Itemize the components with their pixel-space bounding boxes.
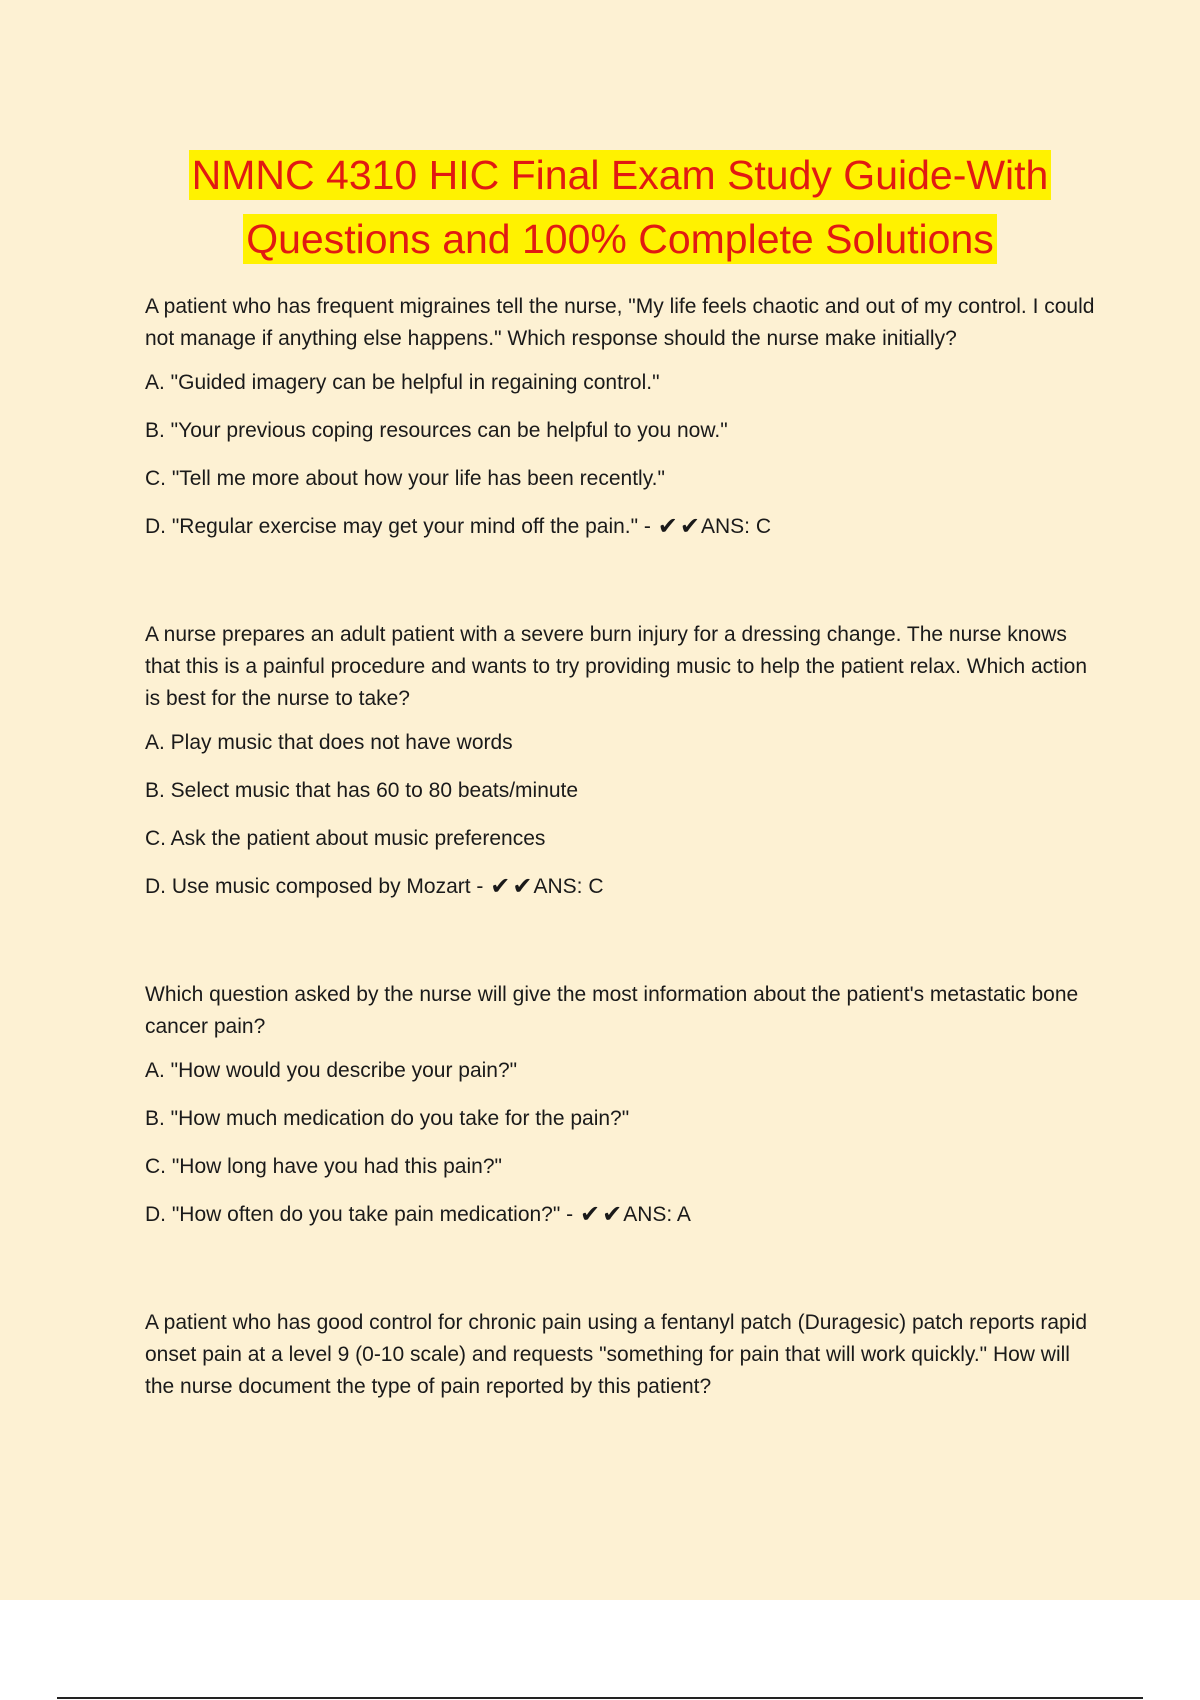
question-2-option-d-with-answer xyxy=(145,871,1095,903)
question-3-option-c: C. "How long have you had this pain?" xyxy=(145,1155,502,1178)
question-2-text: A nurse prepares an adult patient with a severe burn injury for a dressing change. The nurse knows that this is a painful procedure and wants to try providing music to help the patient relax. Which action is best for the nurse to take? xyxy=(145,623,1088,710)
question-block-1 xyxy=(145,291,1095,543)
check-icon: ✔ xyxy=(657,512,678,540)
question-1-option-b: B. "Your previous coping resources can be helpful to you now." xyxy=(145,419,728,442)
question-2-option-c: C. Ask the patient about music preferences xyxy=(145,827,546,850)
question-3-option-d-with-answer xyxy=(145,1199,1095,1231)
question-block-2 xyxy=(145,619,1095,903)
question-1-option-d-with-answer xyxy=(145,511,1095,543)
title-line-2: Questions and 100% Complete Solutions xyxy=(243,214,997,264)
question-1-option-a: A. "Guided imagery can be helpful in regaining control." xyxy=(145,371,660,394)
check-icon: ✔ xyxy=(490,872,511,900)
title-line-1: NMNC 4310 HIC Final Exam Study Guide-With xyxy=(189,150,1052,200)
question-block-3 xyxy=(145,979,1095,1231)
document-body xyxy=(145,143,1095,1415)
question-block-4 xyxy=(145,1307,1095,1403)
question-1-option-c: C. "Tell me more about how your life has been recently." xyxy=(145,467,665,490)
check-icon: ✔ xyxy=(679,512,700,540)
question-2-option-d: D. Use music composed by Mozart - xyxy=(145,875,484,898)
question-3-text: Which question asked by the nurse will give the most information about the patient's metastatic bone cancer pain? xyxy=(145,983,1079,1038)
question-1-option-d: D. "Regular exercise may get your mind off the pain." - xyxy=(145,515,651,538)
question-2-option-a: A. Play music that does not have words xyxy=(145,731,513,754)
bottom-divider xyxy=(57,1697,1143,1699)
question-3-option-d: D. "How often do you take pain medication?" - xyxy=(145,1203,574,1226)
document-title xyxy=(145,143,1095,271)
question-1-text: A patient who has frequent migraines tell the nurse, "My life feels chaotic and out of my control. I could not manage if anything else happens." Which response should the nurse make initially? xyxy=(145,295,1095,350)
question-3-option-b: B. "How much medication do you take for the pain?" xyxy=(145,1107,630,1130)
check-icon: ✔ xyxy=(580,1200,601,1228)
question-2-option-b: B. Select music that has 60 to 80 beats/minute xyxy=(145,779,579,802)
question-1-answer: ANS: C xyxy=(700,515,771,538)
check-icon: ✔ xyxy=(512,872,533,900)
question-3-option-a: A. "How would you describe your pain?" xyxy=(145,1059,518,1082)
question-4-text: A patient who has good control for chronic pain using a fentanyl patch (Duragesic) patch reports rapid onset pain at a level 9 (0-10 scale) and requests "something for pain that will work quickly." How will the nurse document the type of pain reported by this patient? xyxy=(145,1311,1088,1398)
check-icon: ✔ xyxy=(602,1200,623,1228)
question-3-answer: ANS: A xyxy=(623,1203,691,1226)
question-2-answer: ANS: C xyxy=(533,875,604,898)
